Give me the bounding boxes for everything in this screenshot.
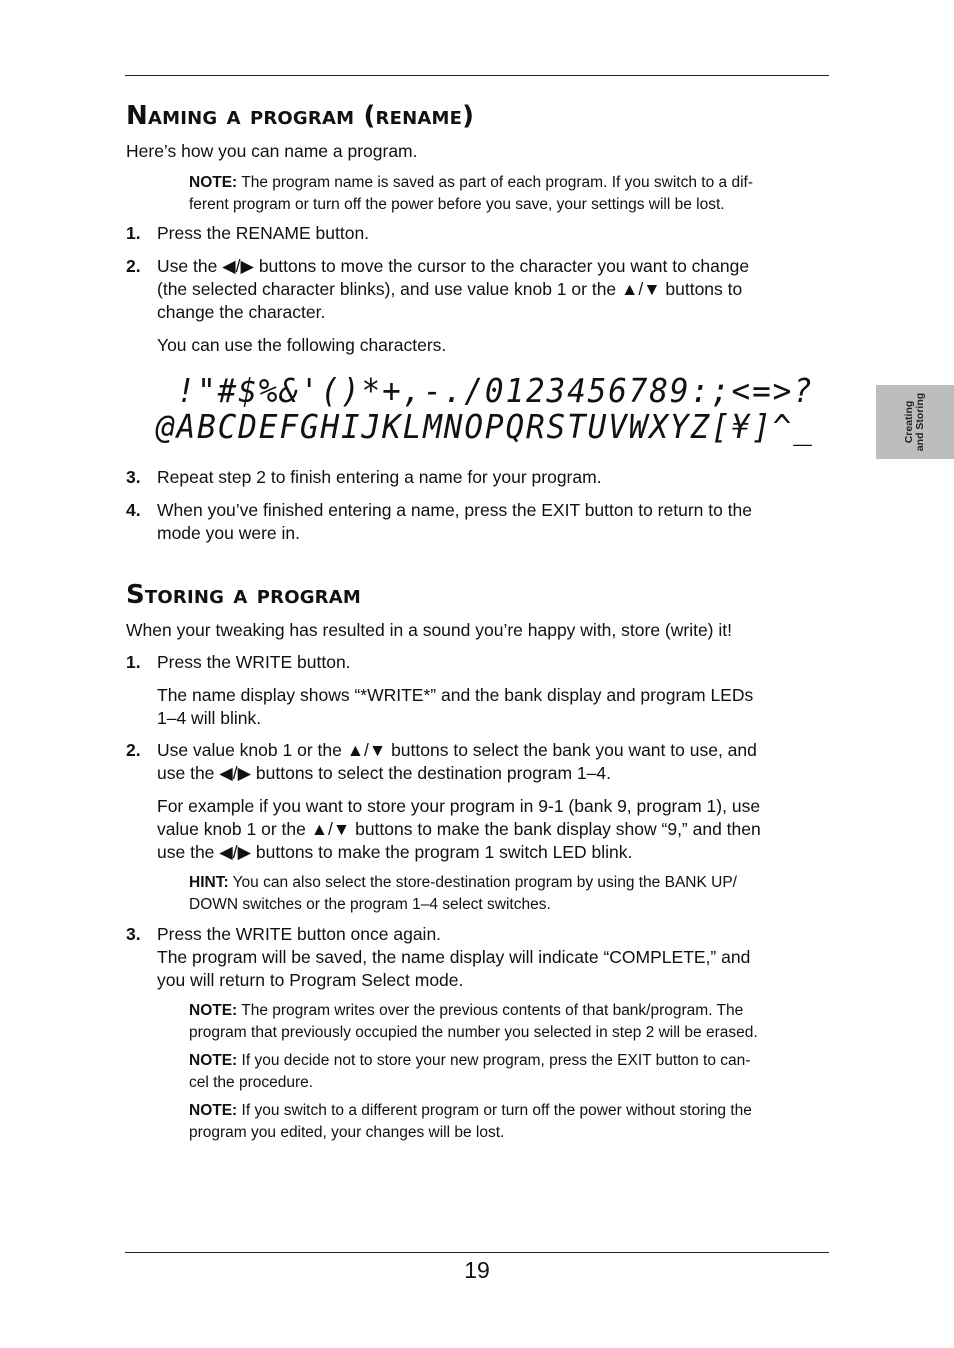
naming-step-4: 4. When you’ve finished entering a name, press the EXIT button to return to the mode you were in. — [126, 500, 753, 543]
naming-intro: Here’s how you can name a program. — [126, 141, 418, 161]
section-side-tab — [876, 385, 954, 459]
storing-step-2-detail: For example if you want to store your program in 9-1 (bank 9, program 1), use value knob 1 or the ▲/▼ buttons to make the bank display show “9,” and then use the ◀/▶ buttons to make the program 1 switch LED blink. — [157, 796, 761, 862]
side-tab-label: Creating and Storing — [903, 392, 926, 452]
page-number: 19 — [464, 1257, 490, 1283]
storing-step-1-detail: The name display shows “*WRITE*” and the bank display and program LEDs 1–4 will blink. — [157, 685, 754, 728]
section-heading-storing: Storing a program — [126, 580, 361, 610]
storing-note-1: NOTE: The program writes over the previous contents of that bank/program. The program that previously occupied the number you selected in step 2 will be erased. — [189, 1002, 758, 1041]
storing-note-3: NOTE: If you switch to a different program or turn off the power without storing the program you edited, your changes will be lost. — [189, 1102, 752, 1141]
section-heading-naming: Naming a program (rename) — [126, 101, 475, 131]
storing-hint: HINT: You can also select the store-destination program by using the BANK UP/ DOWN switches or the program 1–4 select switches. — [189, 874, 737, 913]
naming-step-2: 2. Use the ◀/▶ buttons to move the cursor to the character you want to change (the selected character blinks), and use value knob 1 or the ▲/▼ buttons to change the character. — [126, 256, 750, 322]
lcd-character-set — [156, 371, 814, 446]
top-rule — [125, 75, 829, 76]
naming-step-3: 3. Repeat step 2 to finish entering a name for your program. — [126, 467, 602, 487]
chars-intro: You can use the following characters. — [157, 335, 447, 355]
hint-label: HINT: — [189, 874, 229, 891]
charset-line-1: !"#$%&'()*+,-./0123456789:;<=>? — [156, 371, 814, 410]
naming-step-1: 1. Press the RENAME button. — [126, 223, 370, 243]
storing-step-3: 3. Press the WRITE button once again. The program will be saved, the name display will indicate “COMPLETE,” and you will return to Program Select mode. — [126, 924, 751, 990]
charset-line-2: @ABCDEFGHIJKLMNOPQRSTUVWXYZ[¥]^_ — [156, 407, 814, 446]
storing-step-1: 1. Press the WRITE button. — [126, 652, 351, 672]
bottom-rule — [125, 1252, 829, 1253]
note-label: NOTE: — [189, 174, 238, 191]
naming-note: NOTE: The program name is saved as part of each program. If you switch to a dif- ferent program or turn off the power before you save, your settings will be lost. — [189, 174, 753, 213]
storing-step-2: 2. Use value knob 1 or the ▲/▼ buttons to select the bank you want to use, and use the ◀/▶ buttons to select the destination program 1–4. — [126, 740, 757, 783]
storing-intro: When your tweaking has resulted in a sound you’re happy with, store (write) it! — [126, 620, 732, 640]
storing-note-2: NOTE: If you decide not to store your new program, press the EXIT button to can- cel the procedure. — [189, 1052, 751, 1091]
